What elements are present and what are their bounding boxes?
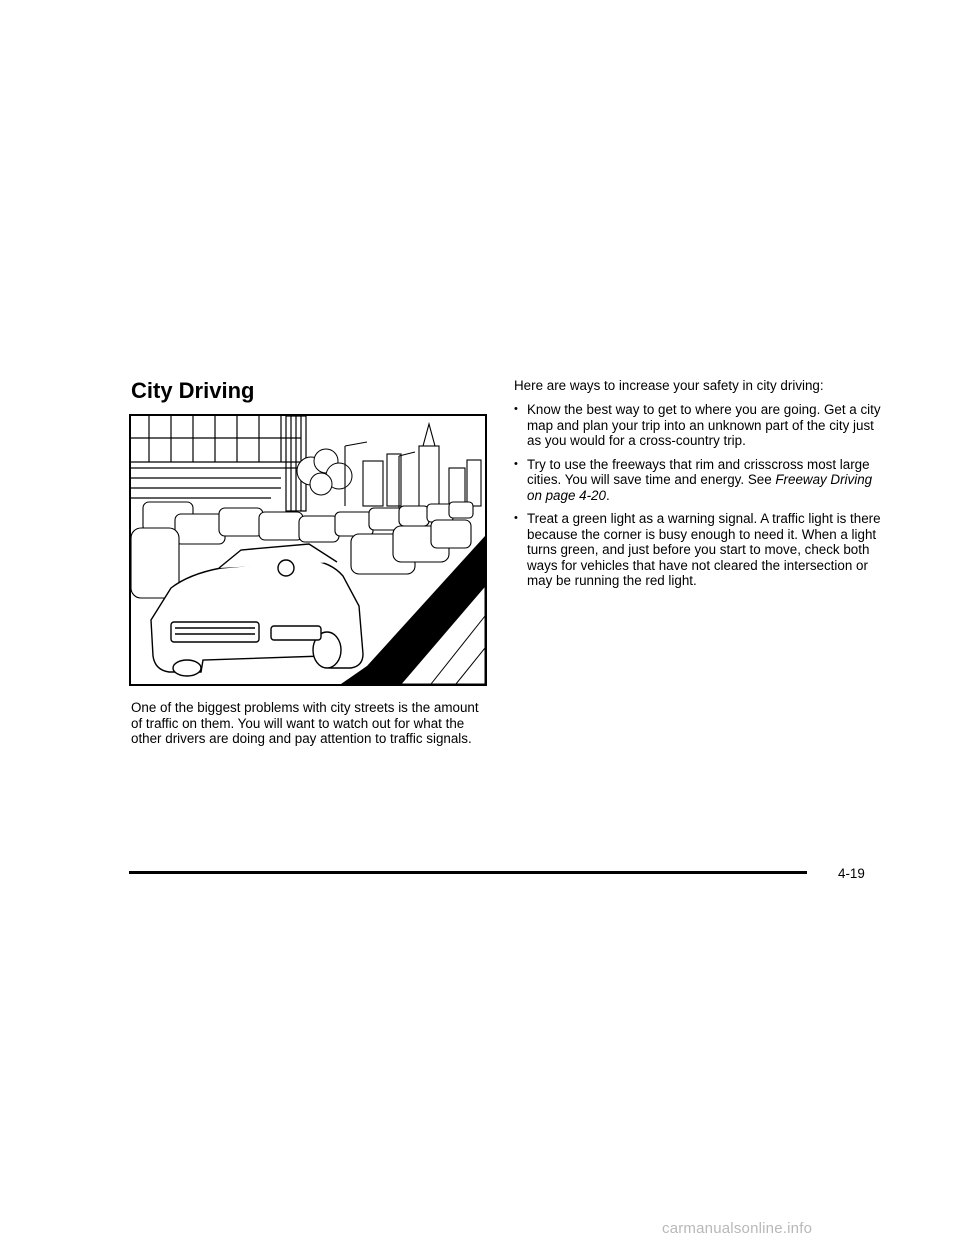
tip-item (514, 402, 884, 449)
city-traffic-illustration (129, 414, 487, 686)
intro-paragraph: One of the biggest problems with city streets is the amount of traffic on them. You will want to watch out for what the other drivers are doing and pay attention to traffic signals. (131, 700, 479, 746)
tip-text: Try to use the freeways that rim and crisscross most large cities. You will save time and energy. See (527, 456, 870, 487)
footer-rule (129, 871, 807, 874)
bullet-icon: • (514, 457, 518, 470)
tip-text: Treat a green light as a warning signal. A traffic light is there because the corner is busy enough to need it. When a light turns green, and just before you start to move, check both ways for vehicles that have not cleared the intersection or may be running the red light. (527, 511, 881, 588)
tip-suffix: . (605, 487, 610, 503)
page-number: 4-19 (838, 866, 865, 881)
tip-item (514, 511, 884, 589)
tips-list (514, 402, 884, 597)
traffic-drawing (131, 416, 485, 684)
tip-text: Know the best way to get to where you are going. Get a city map and plan your trip into an unknown part of the city just as you would for a cross-country trip. (527, 402, 881, 448)
section-title: City Driving (131, 378, 255, 403)
freeway-driving-link[interactable]: Freeway Driving on page 4-20 (527, 472, 873, 503)
bullet-icon: • (514, 512, 518, 524)
tip-item (514, 457, 884, 504)
tips-lead: Here are ways to increase your safety in city driving: (514, 378, 824, 393)
watermark: carmanualsonline.info (662, 1220, 813, 1237)
bullet-icon: • (514, 403, 518, 415)
